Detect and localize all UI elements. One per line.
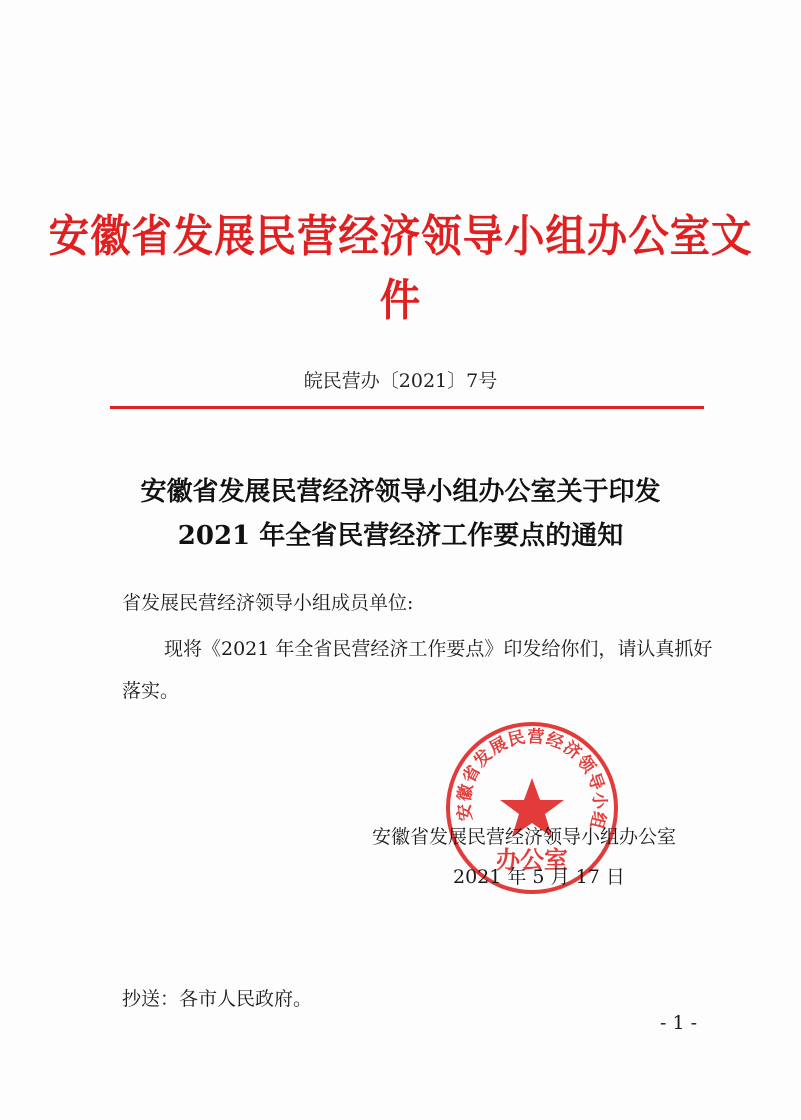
notice-title-line-2: 2021 年全省民营经济工作要点的通知	[177, 521, 624, 551]
document-number: 皖民营办〔2021〕7号	[303, 370, 498, 392]
seal-center-text: 办公室	[496, 845, 568, 874]
recipient-line: 省发展民营经济领导小组成员单位:	[122, 592, 414, 614]
issue-date: 2021 年 5 月 17 日	[453, 866, 625, 888]
red-divider	[110, 406, 704, 409]
notice-title-line-1: 安徽省发展民营经济领导小组办公室关于印发	[140, 477, 661, 507]
body-paragraph: 现将《2021 年全省民营经济工作要点》印发给你们，请认真抓好落实。	[122, 638, 713, 702]
issuer-name: 安徽省发展民营经济领导小组办公室	[372, 826, 677, 848]
seal-ring-text: 安徽省发展民营经济领导小组	[454, 726, 610, 832]
document-header-title: 安徽省发展民营经济领导小组办公室文件	[48, 211, 753, 326]
page-number: - 1 -	[660, 1012, 698, 1034]
cc-line: 抄送：各市人民政府。	[122, 988, 313, 1010]
notice-title	[60, 470, 741, 558]
